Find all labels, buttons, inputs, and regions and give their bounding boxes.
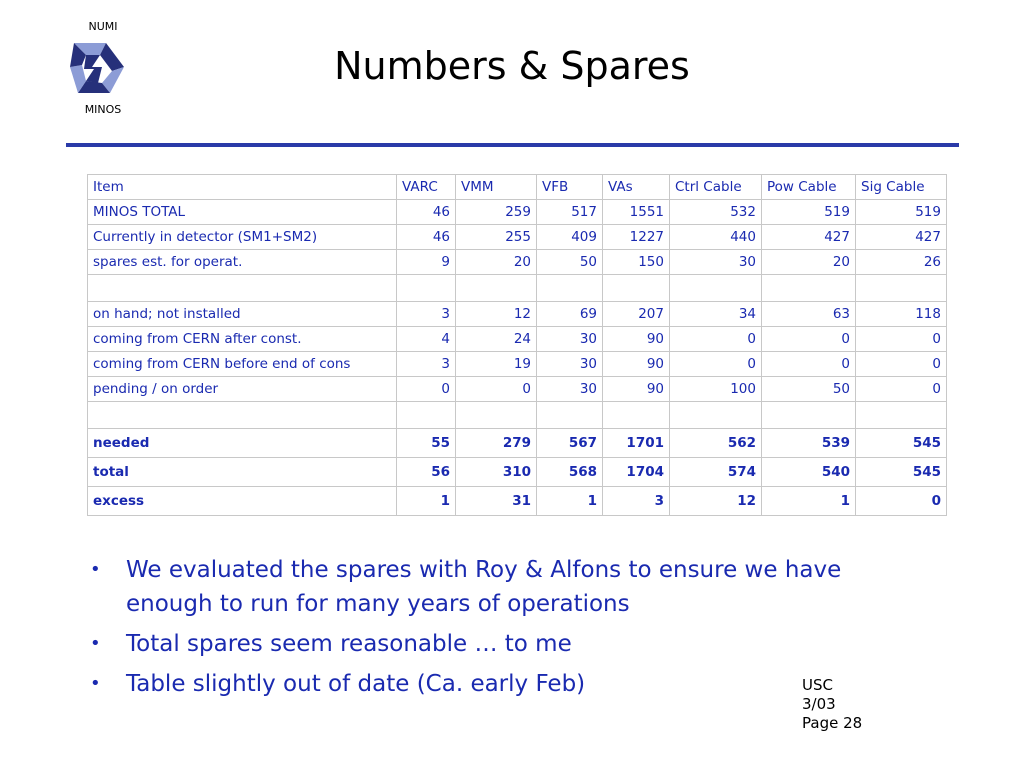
- row-label-cell: coming from CERN after const.: [88, 327, 397, 352]
- value-cell: 3: [397, 352, 456, 377]
- blank-row: [88, 402, 947, 429]
- table-row: [88, 225, 947, 250]
- value-cell: 46: [397, 200, 456, 225]
- table-row: [88, 327, 947, 352]
- value-cell: 567: [537, 429, 603, 458]
- value-cell: 20: [456, 250, 537, 275]
- row-label-cell: spares est. for operat.: [88, 250, 397, 275]
- value-cell: 1227: [603, 225, 670, 250]
- value-cell: 0: [856, 487, 947, 516]
- value-cell: 19: [456, 352, 537, 377]
- value-cell: 1704: [603, 458, 670, 487]
- value-cell: 50: [537, 250, 603, 275]
- empty-cell: [397, 402, 456, 429]
- summary-row: [88, 487, 947, 516]
- value-cell: 545: [856, 429, 947, 458]
- empty-cell: [603, 275, 670, 302]
- bullet-text: Table slightly out of date (Ca. early Feb): [126, 671, 586, 697]
- value-cell: 118: [856, 302, 947, 327]
- row-label-cell: MINOS TOTAL: [88, 200, 397, 225]
- value-cell: 1: [537, 487, 603, 516]
- empty-cell: [670, 275, 762, 302]
- column-header: VFB: [537, 175, 603, 200]
- value-cell: 0: [670, 327, 762, 352]
- value-cell: 30: [537, 327, 603, 352]
- value-cell: 0: [856, 327, 947, 352]
- value-cell: 9: [397, 250, 456, 275]
- bullet-item: [84, 627, 904, 661]
- value-cell: 34: [670, 302, 762, 327]
- column-header: Item: [88, 175, 397, 200]
- empty-cell: [762, 275, 856, 302]
- bullet-text: Total spares seem reasonable … to me: [126, 631, 572, 657]
- value-cell: 519: [856, 200, 947, 225]
- row-label-cell: needed: [88, 429, 397, 458]
- value-cell: 532: [670, 200, 762, 225]
- logo-bottom-text: MINOS: [84, 103, 122, 116]
- footer-date: 3/03: [802, 695, 836, 713]
- empty-cell: [603, 402, 670, 429]
- empty-cell: [397, 275, 456, 302]
- value-cell: 69: [537, 302, 603, 327]
- value-cell: 545: [856, 458, 947, 487]
- value-cell: 50: [762, 377, 856, 402]
- footer-page-number: Page 28: [802, 714, 863, 732]
- column-header: VARC: [397, 175, 456, 200]
- value-cell: 574: [670, 458, 762, 487]
- table-row: [88, 352, 947, 377]
- empty-cell: [456, 402, 537, 429]
- bullet-marker: •: [90, 673, 101, 694]
- row-label-cell: on hand; not installed: [88, 302, 397, 327]
- value-cell: 440: [670, 225, 762, 250]
- value-cell: 46: [397, 225, 456, 250]
- column-header: Sig Cable: [856, 175, 947, 200]
- value-cell: 100: [670, 377, 762, 402]
- value-cell: 150: [603, 250, 670, 275]
- value-cell: 90: [603, 377, 670, 402]
- value-cell: 12: [670, 487, 762, 516]
- value-cell: 56: [397, 458, 456, 487]
- empty-cell: [762, 402, 856, 429]
- empty-cell: [456, 275, 537, 302]
- empty-cell: [88, 402, 397, 429]
- bullet-text: We evaluated the spares with Roy & Alfons to ensure we have enough to run for many years of operations: [126, 557, 842, 617]
- value-cell: 4: [397, 327, 456, 352]
- value-cell: 24: [456, 327, 537, 352]
- value-cell: 427: [762, 225, 856, 250]
- row-label-cell: total: [88, 458, 397, 487]
- spares-table: [87, 174, 947, 516]
- value-cell: 540: [762, 458, 856, 487]
- value-cell: 3: [397, 302, 456, 327]
- value-cell: 427: [856, 225, 947, 250]
- value-cell: 0: [456, 377, 537, 402]
- empty-cell: [537, 402, 603, 429]
- title-divider: [66, 143, 959, 147]
- value-cell: 562: [670, 429, 762, 458]
- summary-row: [88, 429, 947, 458]
- bullet-marker: •: [90, 633, 101, 654]
- value-cell: 30: [537, 377, 603, 402]
- value-cell: 1: [762, 487, 856, 516]
- empty-cell: [88, 275, 397, 302]
- value-cell: 1551: [603, 200, 670, 225]
- bullet-item: [84, 553, 904, 621]
- value-cell: 259: [456, 200, 537, 225]
- value-cell: 30: [537, 352, 603, 377]
- table-row: [88, 302, 947, 327]
- bullet-list: [84, 553, 904, 707]
- value-cell: 517: [537, 200, 603, 225]
- table-row: [88, 377, 947, 402]
- summary-row: [88, 458, 947, 487]
- value-cell: 90: [603, 352, 670, 377]
- empty-cell: [537, 275, 603, 302]
- value-cell: 90: [603, 327, 670, 352]
- value-cell: 0: [762, 352, 856, 377]
- value-cell: 310: [456, 458, 537, 487]
- bullet-item: [84, 667, 904, 701]
- empty-cell: [856, 275, 947, 302]
- value-cell: 55: [397, 429, 456, 458]
- value-cell: 0: [397, 377, 456, 402]
- column-header: Pow Cable: [762, 175, 856, 200]
- value-cell: 1701: [603, 429, 670, 458]
- logo-top-text: NUMI: [88, 20, 118, 33]
- value-cell: 12: [456, 302, 537, 327]
- value-cell: 568: [537, 458, 603, 487]
- column-header: Ctrl Cable: [670, 175, 762, 200]
- bullet-marker: •: [90, 559, 101, 580]
- value-cell: 0: [856, 377, 947, 402]
- blank-row: [88, 275, 947, 302]
- slide-title: Numbers & Spares: [334, 44, 690, 88]
- spares-table-body: [88, 175, 947, 516]
- table-row: [88, 250, 947, 275]
- value-cell: 26: [856, 250, 947, 275]
- value-cell: 3: [603, 487, 670, 516]
- numi-minos-logo-icon: [66, 37, 130, 99]
- value-cell: 409: [537, 225, 603, 250]
- value-cell: 0: [856, 352, 947, 377]
- column-header: VMM: [456, 175, 537, 200]
- empty-cell: [670, 402, 762, 429]
- value-cell: 0: [670, 352, 762, 377]
- table-row: [88, 200, 947, 225]
- empty-cell: [856, 402, 947, 429]
- value-cell: 279: [456, 429, 537, 458]
- value-cell: 519: [762, 200, 856, 225]
- footer-venue: USC: [802, 676, 833, 694]
- value-cell: 255: [456, 225, 537, 250]
- value-cell: 0: [762, 327, 856, 352]
- slide-footer: [802, 676, 862, 733]
- row-label-cell: pending / on order: [88, 377, 397, 402]
- value-cell: 31: [456, 487, 537, 516]
- value-cell: 63: [762, 302, 856, 327]
- row-label-cell: Currently in detector (SM1+SM2): [88, 225, 397, 250]
- value-cell: 207: [603, 302, 670, 327]
- value-cell: 1: [397, 487, 456, 516]
- value-cell: 20: [762, 250, 856, 275]
- column-header: VAs: [603, 175, 670, 200]
- value-cell: 539: [762, 429, 856, 458]
- value-cell: 30: [670, 250, 762, 275]
- table-header-row: [88, 175, 947, 200]
- row-label-cell: excess: [88, 487, 397, 516]
- row-label-cell: coming from CERN before end of cons: [88, 352, 397, 377]
